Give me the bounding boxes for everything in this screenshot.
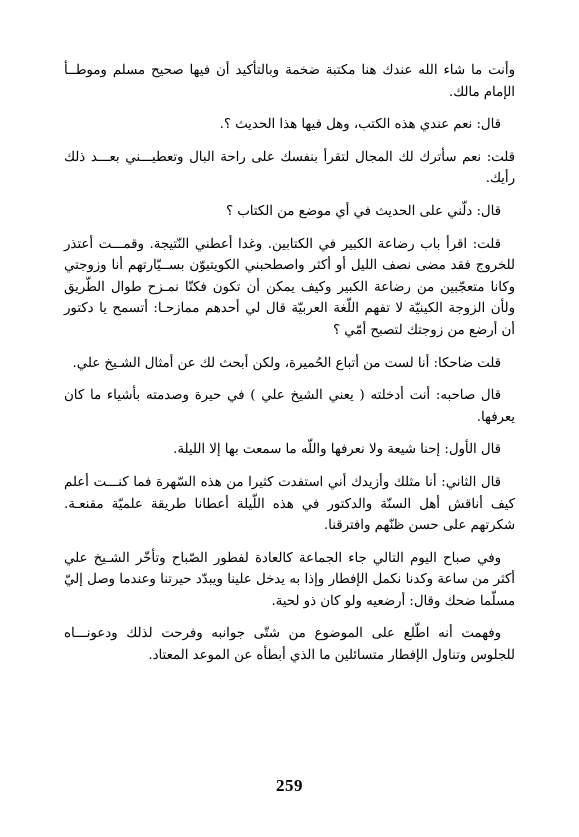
- paragraph: قال: نعم عندي هذه الكتب، وهل فيها هذا الحديث ؟.: [219, 117, 501, 133]
- paragraph: قال الثاني: أنا مثلك وأزيدك أني استفدت كثيرا من هذه السّهرة فما كنـــت أعلم كيف أناقش أهل السنّة والدكتور في هذه اللّيلة أعطانا طريقة علميّة مقنعـة. شكرتهم على حسن ظنّهم وافترقنا.: [64, 474, 515, 534]
- paragraph: قال صاحبه: أنت أدخلته ( يعني الشيخ علي ) في حيرة وصدمته بأشياء ما كان يعرفها.: [64, 388, 515, 425]
- paragraph: قلت: اقرأ باب رضاعة الكبير في الكتابين. وغدا أعطني النّتيجة. وقمـــت أعتذر للخروج فقد مضى نصف الليل أو أكثر واصطحبني الكويتيوّن بســيّارتهم أنا وزوجتي وكانا متعجّبين من رضاعة الكبير وكيف يمكن أن تكون فكنّا نمـزح طوال الطّريق ولأن الزوجة الكينيّة لا تفهم اللّغة العربيّة قال لي أحدهم ممازحـا: أتسمح يا دكتور أن أرضع من زوجتك لتصبح أمّي ؟: [64, 236, 515, 338]
- paragraph: قال الأول: إحنا شيعة ولا نعرفها واللّه ما سمعت بها إلا الليلة.: [173, 442, 501, 458]
- paragraph: قلت: نعم سأترك لك المجال لتقرأ بنفسك على راحة البال وتعطيـــني بعـــد ذلك رأيك.: [64, 149, 515, 187]
- paragraph: قلت ضاحكا: أنا لست من أتباع الحُميرة، ولكن أبحث لك عن أمثال الشـيخ علي.: [72, 355, 501, 371]
- paragraph: وفهمت أنه اطّلع على الموضوع من شتّى جوانبه وفرحت لذلك ودعونـــاه للجلوس وتناول الإفطار متسائلين ما الذي أبطأه عن الموعد المعتاد.: [64, 626, 515, 664]
- paragraph: وأنت ما شاء الله عندك هنا مكتبة ضخمة وبالتأكيد أن فيها صحيح مسلم وموطــأ الإمام مالك.: [64, 63, 515, 100]
- page-number: 259: [276, 776, 303, 795]
- paragraph: وفي صباح اليوم التالي جاء الجماعة كالعادة لفطور الصّباح وتأخّر الشـيخ علي أكثر من ساعة وكدنا نكمل الإفطار وإذا به يدخل علينا ويبدّد حيرتنا وعندما وصل إليّ مسلّما ضحك وقال: أرضعيه ولو كان ذو لحية.: [64, 550, 515, 609]
- body-text: [64, 60, 515, 678]
- paragraph: قال: دلّني على الحديث في أي موضع من الكتاب ؟: [225, 203, 501, 219]
